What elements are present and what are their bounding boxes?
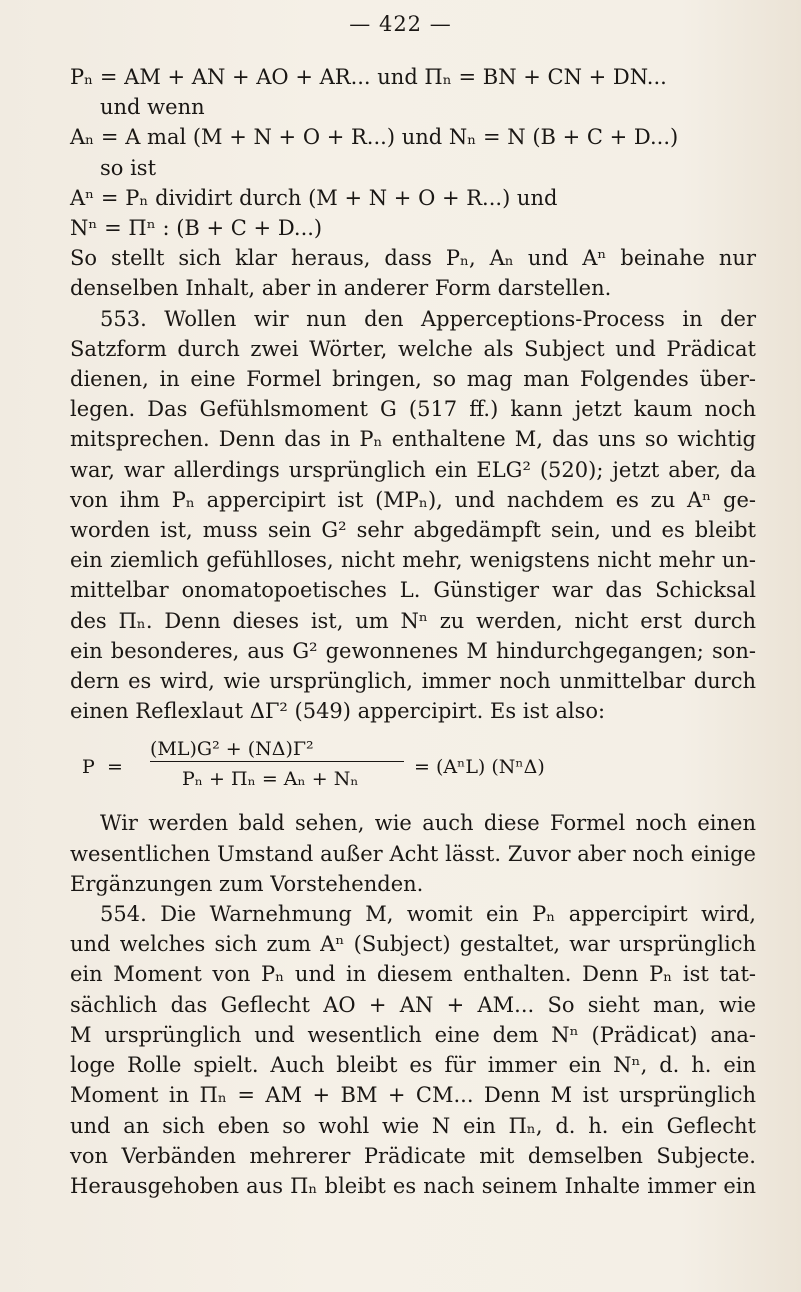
text-line: dern es wird, wie ursprünglich, immer noch unmittelbar durch [70, 669, 756, 694]
text-line: ein ziemlich gefühlloses, nicht mehr, wenigstens nicht mehr un- [70, 548, 756, 573]
text-line: so ist [100, 155, 157, 180]
formula-equals: = [107, 756, 123, 779]
text-line: einen Reflexlaut ΔΓ² (549) appercipirt. Es ist also: [70, 699, 606, 724]
text-line: 553. Wollen wir nun den Apperceptions-Process in der [100, 306, 756, 331]
text-line: mitsprechen. Denn das in Pₙ enthaltene M, das uns so wichtig [70, 427, 756, 452]
text-line: des Пₙ. Denn dieses ist, um Nⁿ zu werden, nicht erst durch [70, 608, 756, 633]
text-line: M ursprünglich und wesentlich eine dem Nⁿ (Prädicat) ana- [70, 1022, 756, 1047]
fraction-bar [150, 761, 404, 762]
equation-line: Nⁿ = Пⁿ : (B + C + D...) [70, 216, 323, 241]
text-line: denselben Inhalt, aber in anderer Form darstellen. [70, 276, 612, 301]
text-line: von ihm Pₙ appercipirt ist (MPₙ), und nachdem es zu Aⁿ ge- [70, 487, 756, 512]
text-line: und welches sich zum Aⁿ (Subject) gestaltet, war ursprünglich [70, 932, 756, 957]
text-line: ein Moment von Pₙ und in diesem enthalten. Denn Pₙ ist tat- [70, 962, 756, 987]
text-line: Satzform durch zwei Wörter, welche als Subject und Prädicat [70, 336, 756, 361]
equation-line: Aⁿ = Pₙ dividirt durch (M + N + O + R...) und [70, 185, 558, 210]
body-text [70, 62, 756, 1201]
formula-lhs: P [82, 756, 95, 779]
text-line: Ergänzungen zum Vorstehenden. [70, 871, 424, 896]
text-line: legen. Das Gefühlsmoment G (517 ff.) kann jetzt kaum noch [70, 397, 756, 422]
text-line: sächlich das Geflecht AO + AN + AM... So sieht man, wie [70, 992, 756, 1017]
text-line: ein besonderes, aus G² gewonnenes M hindurchgegangen; son- [70, 638, 756, 663]
formula-numerator: (ML)G² + (NΔ)Γ² [150, 738, 314, 761]
text-line: und an sich eben so wohl wie N ein Пₙ, d. h. ein Geflecht [70, 1113, 756, 1138]
text-line: wesentlichen Umstand außer Acht lässt. Zuvor aber noch einige [70, 841, 756, 866]
text-line: war, war allerdings ursprünglich ein ELG² (520); jetzt aber, da [70, 457, 756, 482]
text-line: Herausgehoben aus Пₙ bleibt es nach seinem Inhalte immer ein [70, 1173, 756, 1198]
text-line: von Verbänden mehrerer Prädicate mit demselben Subjecte. [70, 1143, 756, 1168]
text-line: Moment in Пₙ = AM + BM + CM... Denn M ist ursprünglich [70, 1083, 756, 1108]
text-line: worden ist, muss sein G² sehr abgedämpft sein, und es bleibt [70, 518, 756, 543]
text-line: loge Rolle spielt. Auch bleibt es für immer ein Nⁿ, d. h. ein [70, 1053, 756, 1078]
text-line: mittelbar onomatopoetisches L. Günstiger war das Schicksal [70, 578, 756, 603]
formula-rhs: = (AⁿL) (NⁿΔ) [414, 756, 545, 779]
text-line: So stellt sich klar heraus, dass Pₙ, Aₙ und Aⁿ beinahe nur [70, 246, 756, 271]
text-line: 554. Die Warnehmung M, womit ein Pₙ appercipirt wird, [100, 902, 756, 927]
page-number: — 422 — [349, 12, 452, 36]
text-line: Wir werden bald sehen, wie auch diese Formel noch einen [100, 811, 756, 836]
formula-denominator: Pₙ + Пₙ = Aₙ + Nₙ [182, 768, 359, 791]
equation-line: Aₙ = A mal (M + N + O + R...) und Nₙ = N (B + C + D...) [70, 125, 679, 150]
text-line: dienen, in eine Formel bringen, so mag man Folgendes über- [70, 367, 756, 392]
fraction-formula [70, 732, 756, 800]
text-line: und wenn [100, 95, 205, 120]
equation-line: Pₙ = AM + AN + AO + AR... und Пₙ = BN + CN + DN... [70, 65, 667, 89]
